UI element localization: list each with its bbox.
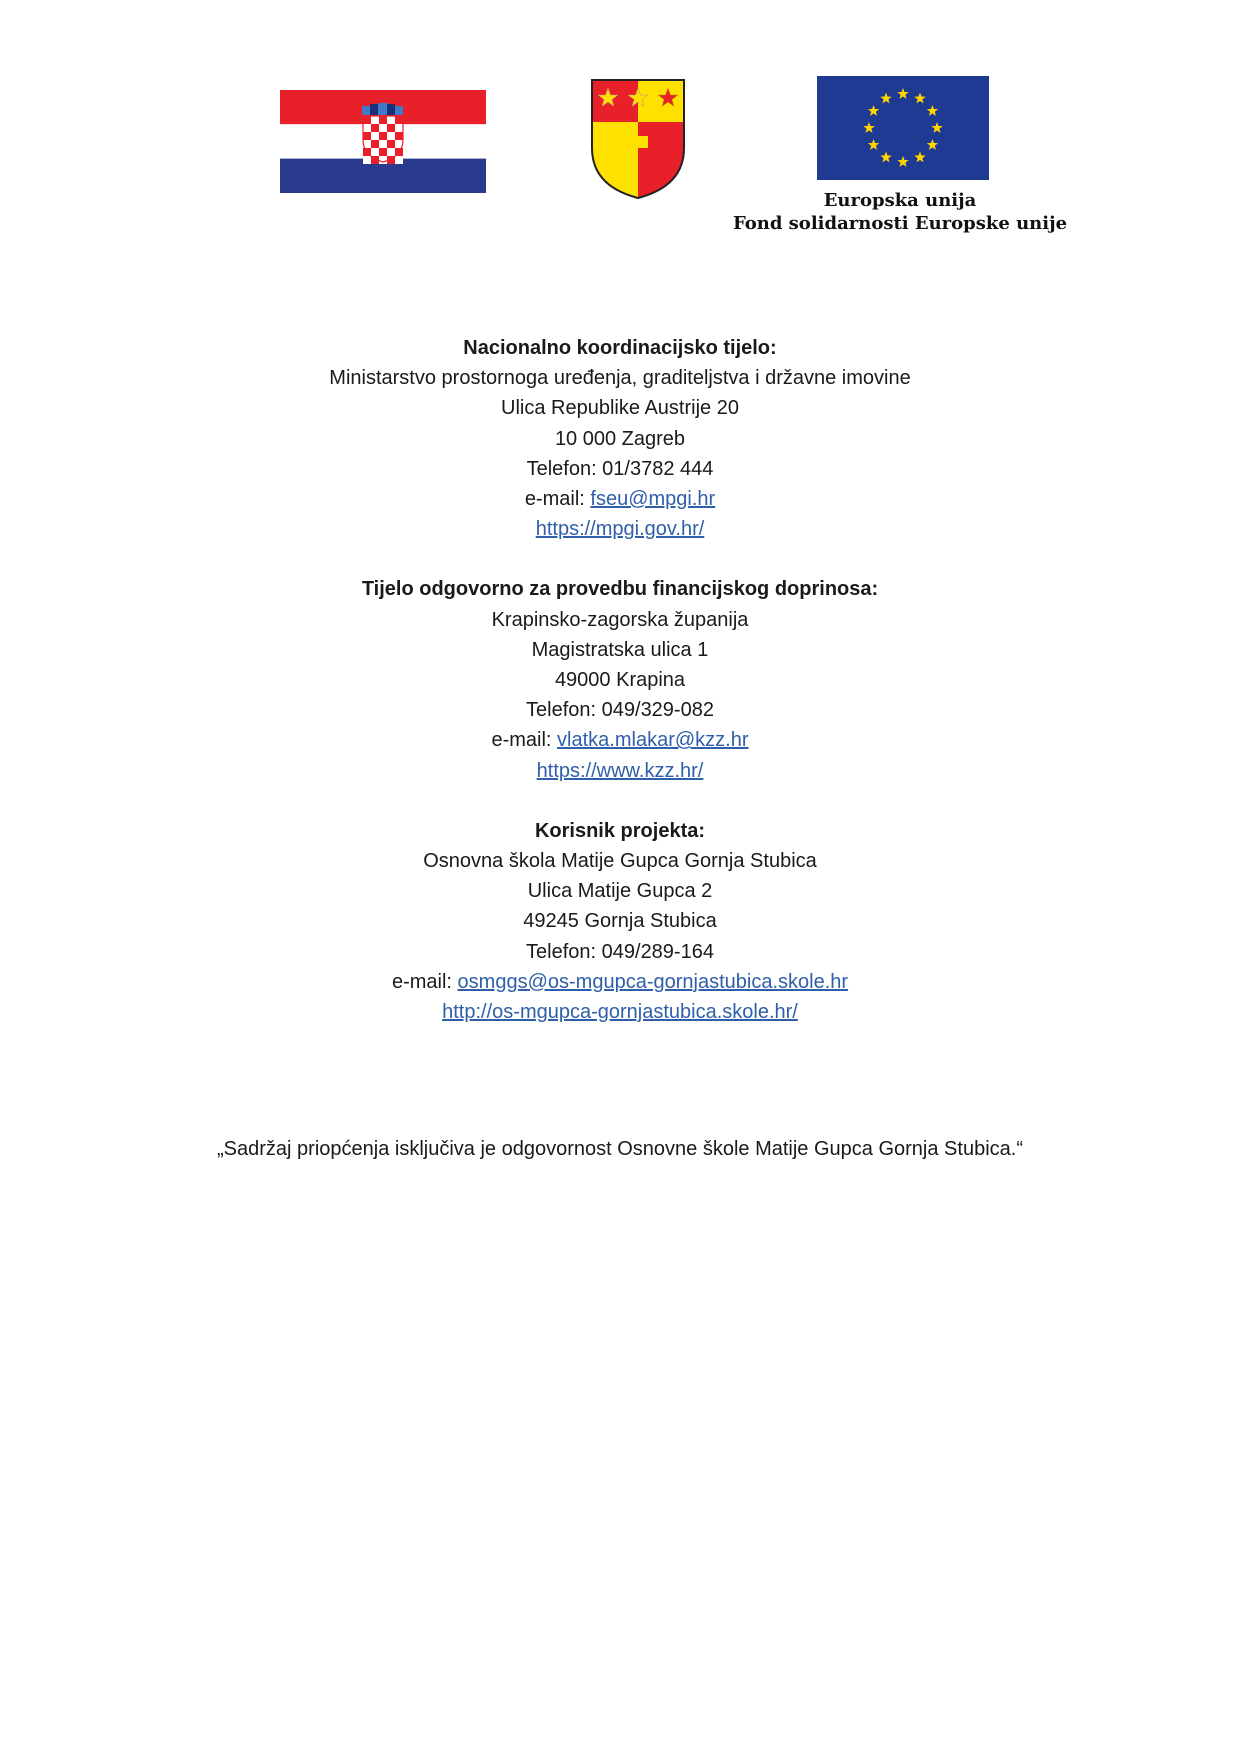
website-line (0, 514, 1240, 544)
institution-name: Osnovna škola Matije Gupca Gornja Stubica (423, 850, 817, 873)
street-address: Ulica Matije Gupca 2 (527, 880, 713, 903)
postal-city: 10 000 Zagreb (554, 427, 686, 450)
email-label: e-mail: (524, 488, 591, 511)
croatian-flag-icon (280, 90, 486, 193)
institution-name: Ministarstvo prostornoga uređenja, graditeljstva i državne imovine (329, 367, 911, 390)
block-heading: Korisnik projekta: (534, 819, 706, 842)
block-national-coordination (0, 333, 1240, 544)
website-line (0, 756, 1240, 786)
website-link[interactable]: https://www.kzz.hr/ (536, 759, 704, 782)
institution-name: Krapinsko-zagorska županija (491, 608, 749, 631)
block-heading: Nacionalno koordinacijsko tijelo: (463, 337, 777, 359)
disclaimer-text: „Sadržaj priopćenja isključiva je odgovornost Osnovne škole Matije Gupca Gornja Stubica.“ (217, 1138, 1023, 1160)
phone-number: Telefon: 049/289-164 (526, 940, 714, 963)
email-link[interactable]: vlatka.mlakar@kzz.hr (557, 729, 749, 752)
logos-header (0, 0, 1240, 260)
email-line (0, 484, 1240, 514)
county-coat-of-arms-icon (590, 78, 686, 200)
website-line (0, 997, 1240, 1027)
email-label: e-mail: (391, 970, 458, 993)
street-address: Ulica Republike Austrije 20 (501, 397, 739, 420)
block-project-beneficiary (0, 816, 1240, 1027)
email-line (0, 725, 1240, 755)
block-implementing-body (0, 574, 1240, 785)
eu-caption-fund: Fond solidarnosti Europske unije (732, 213, 1068, 234)
website-link[interactable]: https://mpgi.gov.hr/ (535, 518, 705, 541)
block-heading: Tijelo odgovorno za provedbu financijskog doprinosa: (361, 578, 879, 601)
email-link[interactable]: fseu@mpgi.hr (590, 488, 716, 511)
eu-caption-title: Europska unija (823, 190, 977, 211)
eu-flag-icon (817, 76, 989, 180)
website-link[interactable]: http://os-mgupca-gornjastubica.skole.hr/ (442, 1001, 798, 1024)
phone-number: Telefon: 049/329-082 (526, 699, 714, 722)
street-address: Magistratska ulica 1 (531, 638, 709, 661)
email-label: e-mail: (491, 729, 558, 752)
postal-city: 49000 Krapina (554, 669, 686, 692)
email-line (0, 967, 1240, 997)
contact-blocks (0, 333, 1240, 1057)
phone-number: Telefon: 01/3782 444 (526, 457, 714, 480)
email-link[interactable]: osmggs@os-mgupca-gornjastubica.skole.hr (457, 970, 849, 993)
postal-city: 49245 Gornja Stubica (523, 910, 717, 933)
